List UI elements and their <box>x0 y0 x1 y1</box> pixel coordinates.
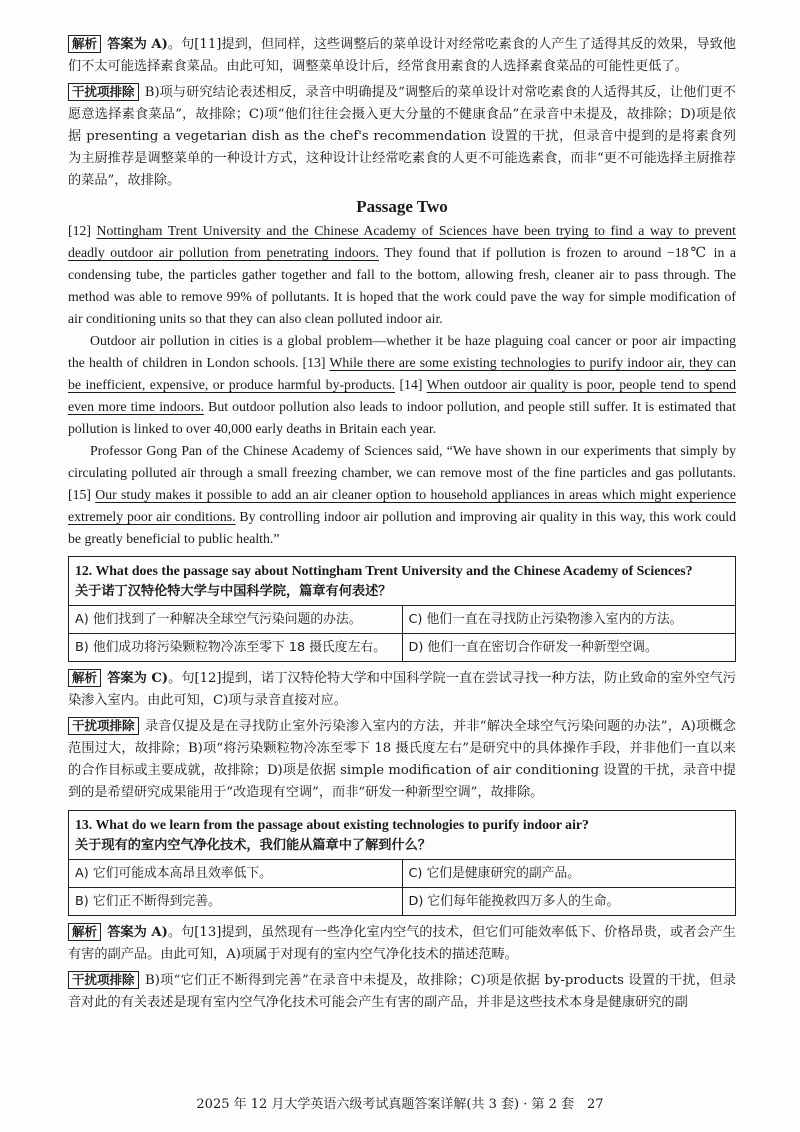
answer-text: 答案为 A) <box>107 925 168 940</box>
answer-text: 答案为 C) <box>107 671 169 686</box>
paragraph-text: They found that if pollution is frozen to around −18℃ in a condensing tube, the particles gather together and fall to the bottom, allowing fresh, cleaner air to pass through. The method was able to remove 99% of pollutants. It is hoped that the work could pave the way for simple modification of air conditioning units so that they can also clean polluted indoor air. <box>68 245 736 326</box>
question-13-stem <box>69 811 736 860</box>
option-a: A) 他们找到了一种解决全球空气污染问题的办法。 <box>69 606 403 634</box>
option-b: B) 它们正不断得到完善。 <box>69 888 403 916</box>
distractor-text: B)项“它们正不断得到完善”在录音中未提及，故排除；C)项是依据 by-products 设置的干扰，但录音对此的有关表述是现有室内空气净化技术可能会产生有害的副产品，并非是这些技术本身是健康研究的副 <box>68 973 736 1010</box>
key-sentence-15: Our study makes it possible to add an air cleaner option to household appliances in areas which might experience extremely poor air conditions. <box>68 487 737 524</box>
passage-paragraph-2 <box>68 330 736 440</box>
jiexi-label: 解析 <box>68 35 101 53</box>
key-sentence-12: Nottingham Trent University and the Chinese Academy of Sciences have been trying to find a way to prevent deadly outdoor air pollution from penetrating indoors. <box>68 223 736 260</box>
key-sentence-13: While there are some existing technologies to purify indoor air, they can be inefficient, expensive, or produce harmful by-products. <box>68 355 736 392</box>
ganrao-label: 干扰项排除 <box>68 971 139 989</box>
page-footer: 2025 年 12 月大学英语六级考试真题答案详解(共 3 套) · 第 2 套 27 <box>196 1097 604 1112</box>
passage-body <box>68 220 736 550</box>
option-a: A) 它们可能成本高昂且效率低下。 <box>69 860 403 888</box>
explanation-q11 <box>68 34 736 78</box>
sentence-mark-12: [12] <box>68 223 97 238</box>
ganrao-label: 干扰项排除 <box>68 717 139 735</box>
question-en: 12. What does the passage say about Nottingham Trent University and the Chinese Academy of Sciences? <box>75 563 693 578</box>
question-12-table <box>68 556 736 662</box>
explanation-q13 <box>68 922 736 966</box>
paragraph-text: By controlling indoor air pollution and improving air quality in this way, this work could be greatly beneficial to public health.” <box>68 509 736 546</box>
option-c: C) 他们一直在寻找防止污染物渗入室内的方法。 <box>402 606 736 634</box>
question-zh: 关于现有的室内空气净化技术，我们能从篇章中了解到什么？ <box>75 838 432 853</box>
distractor-q13 <box>68 970 736 1014</box>
key-sentence-14: When outdoor air quality is poor, people tend to spend even more time indoors. <box>68 377 736 414</box>
question-zh: 关于诺丁汉特伦特大学与中国科学院，篇章有何表述？ <box>75 584 392 599</box>
distractor-q11 <box>68 82 736 192</box>
jiexi-label: 解析 <box>68 669 101 687</box>
question-en: 13. What do we learn from the passage about existing technologies to purify indoor air? <box>75 817 589 832</box>
explanation-q12 <box>68 668 736 712</box>
question-12-stem <box>69 557 736 606</box>
explanation-text: 。句[12]提到，诺丁汉特伦特大学和中国科学院一直在尝试寻找一种方法，防止致命的室外空气污染渗入室内。由此可知，C)项与录音直接对应。 <box>68 671 736 708</box>
answer-text: 答案为 A) <box>107 37 168 52</box>
option-c: C) 它们是健康研究的副产品。 <box>402 860 736 888</box>
sentence-mark-15: [15] <box>68 487 96 502</box>
option-b: B) 他们成功将污染颗粒物冷冻至零下 18 摄氏度左右。 <box>69 634 403 662</box>
sentence-mark-14: [14] <box>395 377 427 392</box>
page-content <box>68 34 736 1018</box>
passage-paragraph-1 <box>68 220 736 330</box>
distractor-q12 <box>68 716 736 804</box>
paragraph-text: Outdoor air pollution in cities is a global problem—whether it be haze plaguing coal cancer or poor air impacting the health of children in London schools. <box>68 333 736 370</box>
option-d: D) 他们一直在密切合作研发一种新型空调。 <box>402 634 736 662</box>
explanation-text: 。句[11]提到，但同样，这些调整后的菜单设计对经常吃素食的人产生了适得其反的效果，导致他们不太可能选择素食菜品。由此可知，调整菜单设计后，经常食用素食的人选择素食菜品的可能性更低了。 <box>68 37 736 74</box>
passage-paragraph-3 <box>68 440 736 550</box>
passage-title: Passage Two <box>356 197 448 216</box>
distractor-text: 录音仅提及是在寻找防止室外污染渗入室内的方法，并非“解决全球空气污染问题的办法”，A)项概念范围过大，故排除；B)项“将污染颗粒物冷冻至零下 18 摄氏度左右”是研究中的具体操作手段，并非他们一直以来的合作目标或主要成就，故排除；D)项是依据 simple modification of air conditioning 设置的干扰，录音中提到的是希望研究成果能用于“改造现有空调”，而非“研发一种新型空调”，故排除。 <box>68 719 736 800</box>
paragraph-text: But outdoor pollution also leads to indoor pollution, and people still suffer. It is estimated that pollution is linked to over 40,000 early deaths in Britain each year. <box>68 399 736 436</box>
ganrao-label: 干扰项排除 <box>68 83 139 101</box>
paragraph-text: Professor Gong Pan of the Chinese Academy of Sciences said, “We have shown in our experiments that simply by circulating polluted air through a small freezing chamber, we can remove most of the fine particles and gas pollutants. <box>68 443 736 480</box>
distractor-text: B)项与研究结论表述相反，录音中明确提及“调整后的菜单设计对常吃素食的人适得其反，让他们更不愿意选择素食菜品”，故排除；C)项“他们往往会摄入更大分量的不健康食品”在录音中未提及，故排除；D)项是依据 presenting a vegetarian dish as the chef's recommendation 设置的干扰，但录音中提到的是将素食列为主厨推荐是调整菜单的一种设计方式，这种设计让经常吃素食的人更不可能选素食，而非“更不可能选择主厨推荐的菜品”，故排除。 <box>68 85 736 188</box>
explanation-text: 。句[13]提到，虽然现有一些净化室内空气的技术，但它们可能效率低下、价格昂贵，或者会产生有害的副产品。由此可知，A)项属于对现有的室内空气净化技术的描述范畴。 <box>68 925 736 962</box>
jiexi-label: 解析 <box>68 923 101 941</box>
question-13-table <box>68 810 736 916</box>
sentence-mark-13: [13] <box>302 355 330 370</box>
option-d: D) 它们每年能挽救四万多人的生命。 <box>402 888 736 916</box>
